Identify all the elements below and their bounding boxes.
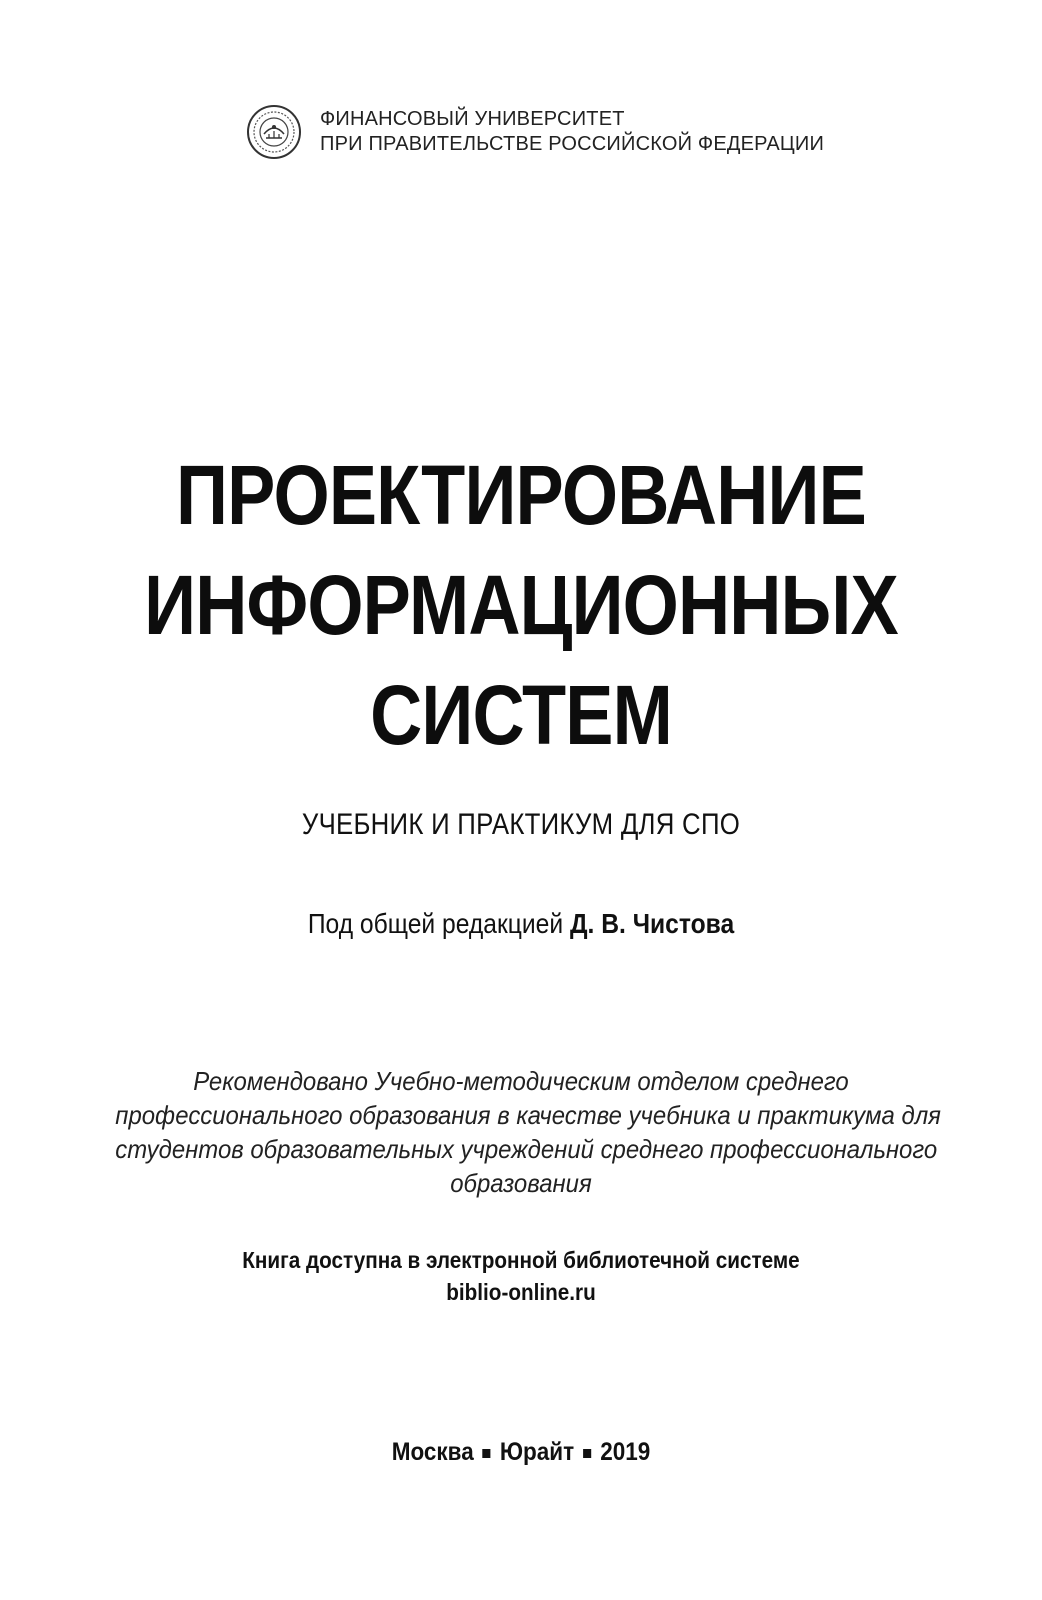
library-notice-line-1: Книга доступна в электронной библиотечной системе: [242, 1247, 800, 1273]
recommendation-line-4: образования: [450, 1168, 592, 1198]
library-notice: [52, 1244, 990, 1308]
editor-credit: [63, 908, 980, 940]
recommendation-line-2: профессионального образования в качестве учебника и практикума для: [115, 1100, 941, 1130]
recommendation-text: [80, 1064, 962, 1200]
book-title-line-3: СИСТЕМ: [370, 668, 672, 762]
imprint-publisher: Юрайт: [499, 1438, 575, 1466]
separator-square-icon: [583, 1449, 591, 1458]
publisher-block: [246, 104, 824, 160]
separator-square-icon: [483, 1449, 491, 1458]
university-seal-icon: [246, 104, 302, 160]
imprint-city: Москва: [391, 1438, 474, 1466]
organization-line-1: ФИНАНСОВЫЙ УНИВЕРСИТЕТ: [320, 108, 625, 130]
book-title-line-1: ПРОЕКТИРОВАНИЕ: [176, 448, 866, 542]
library-url: biblio-online.ru: [446, 1279, 596, 1305]
book-title-line-2: ИНФОРМАЦИОННЫХ: [144, 558, 898, 652]
editor-name: Д. В. Чистова: [569, 908, 735, 939]
book-subtitle: УЧЕБНИК И ПРАКТИКУМ ДЛЯ СПО: [301, 808, 741, 841]
book-title: [73, 440, 969, 770]
organization-line-2: ПРИ ПРАВИТЕЛЬСТВЕ РОССИЙСКОЙ ФЕДЕРАЦИИ: [320, 133, 825, 155]
imprint-year: 2019: [600, 1438, 651, 1466]
recommendation-line-3: студентов образовательных учреждений среднего профессионального: [115, 1134, 938, 1164]
editor-prefix: Под общей редакцией: [307, 908, 564, 939]
organization-name: [320, 107, 824, 157]
imprint: [52, 1438, 990, 1467]
recommendation-line-1: Рекомендовано Учебно-методическим отделом среднего: [193, 1066, 849, 1096]
